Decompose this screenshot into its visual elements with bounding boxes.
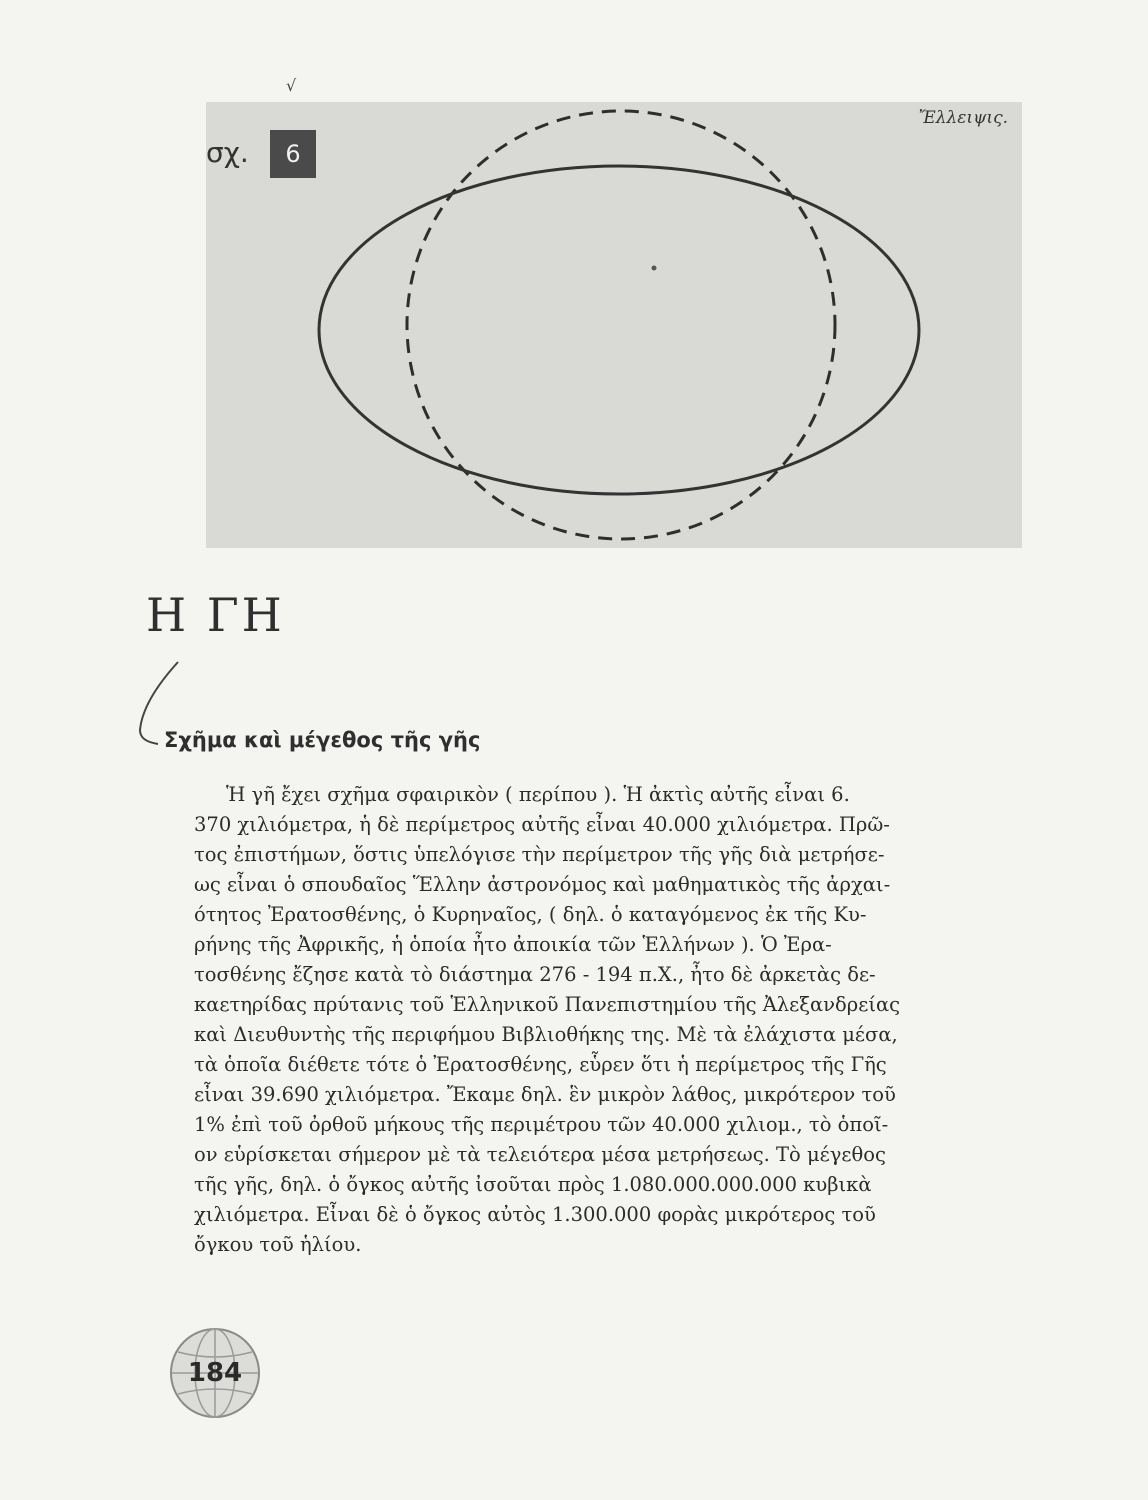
body-line: τὰ ὁποῖα διέθετε τότε ὁ Ἐρατοσθένης, εὗρεν ὅτι ἡ περίμετρος τῆς Γῆς [194, 1053, 887, 1076]
body-line: Ἡ γῆ ἔχει σχῆμα σφαιρικὸν ( περίπου ). Ἡ ἀκτὶς αὐτῆς εἶναι 6. [226, 783, 850, 806]
figure-caption: Ἔλλειψις. [918, 108, 1008, 128]
figure-ellipse [206, 76, 1022, 548]
body-line: χιλιόμετρα. Εἶναι δὲ ὁ ὄγκος αὐτὸς 1.300.000 φορὰς μικρότερος τοῦ [194, 1203, 876, 1226]
solid-ellipse [319, 166, 919, 494]
body-line: καὶ Διευθυντὴς τῆς περιφήμου Βιβλιοθήκης της. Μὲ τὰ ἐλάχιστα μέσα, [194, 1023, 898, 1046]
figure-number-badge: 6 [270, 130, 316, 178]
chapter-title: Η ΓΗ [146, 588, 285, 642]
section-heading: Σχῆμα καὶ μέγεθος τῆς γῆς [164, 728, 481, 752]
figure-label [206, 130, 316, 178]
body-line: ὄγκου τοῦ ἡλίου. [194, 1233, 362, 1256]
body-line: 370 χιλιόμετρα, ἡ δὲ περίμετρος αὐτῆς εἶναι 40.000 χιλιόμετρα. Πρῶ- [194, 813, 890, 836]
check-mark: √ [286, 76, 297, 95]
body-paragraph [194, 780, 1020, 1260]
body-line: ως εἶναι ὁ σπουδαῖος Ἕλλην ἀστρονόμος καὶ μαθηματικὸς τῆς ἀρχαι- [194, 873, 891, 896]
page-number-badge [168, 1326, 262, 1420]
body-line: ότητος Ἐρατοσθένης, ὁ Κυρηναῖος, ( δηλ. ὁ καταγόμενος ἐκ τῆς Κυ- [194, 903, 867, 926]
center-dot [652, 266, 657, 271]
body-line: ρήνης τῆς Ἀφρικῆς, ἡ ὁποία ἦτο ἀποικία τῶν Ἑλλήνων ). Ὁ Ἐρα- [194, 933, 832, 956]
page-number: 184 [187, 1358, 243, 1388]
dashed-circle [407, 111, 835, 539]
body-line: εἶναι 39.690 χιλιόμετρα. Ἔκαμε δηλ. ἓν μικρὸν λάθος, μικρότερον τοῦ [194, 1083, 896, 1106]
body-line: τοσθένης ἔζησε κατὰ τὸ διάστημα 276 - 194 π.Χ., ἦτο δὲ ἀρκετὰς δε- [194, 963, 876, 986]
body-line: τος ἐπιστήμων, ὅστις ὑπελόγισε τὴν περίμετρον τῆς γῆς διὰ μετρήσε- [194, 843, 885, 866]
body-line: ον εὑρίσκεται σήμερον μὲ τὰ τελειότερα μέσα μετρήσεως. Τὸ μέγεθος [194, 1143, 886, 1166]
body-line: καετηρίδας πρύτανις τοῦ Ἑλληνικοῦ Πανεπιστημίου τῆς Ἀλεξανδρείας [194, 993, 901, 1016]
figure-label-prefix: σχ. [206, 136, 249, 169]
body-line: τῆς γῆς, δηλ. ὁ ὄγκος αὐτῆς ἰσοῦται πρὸς 1.080.000.000.000 κυβικὰ [194, 1173, 872, 1196]
ellipse-diagram [206, 102, 1022, 548]
body-line: 1% ἐπὶ τοῦ ὀρθοῦ μήκους τῆς περιμέτρου τῶν 40.000 χιλιομ., τὸ ὁποῖ- [194, 1113, 889, 1136]
